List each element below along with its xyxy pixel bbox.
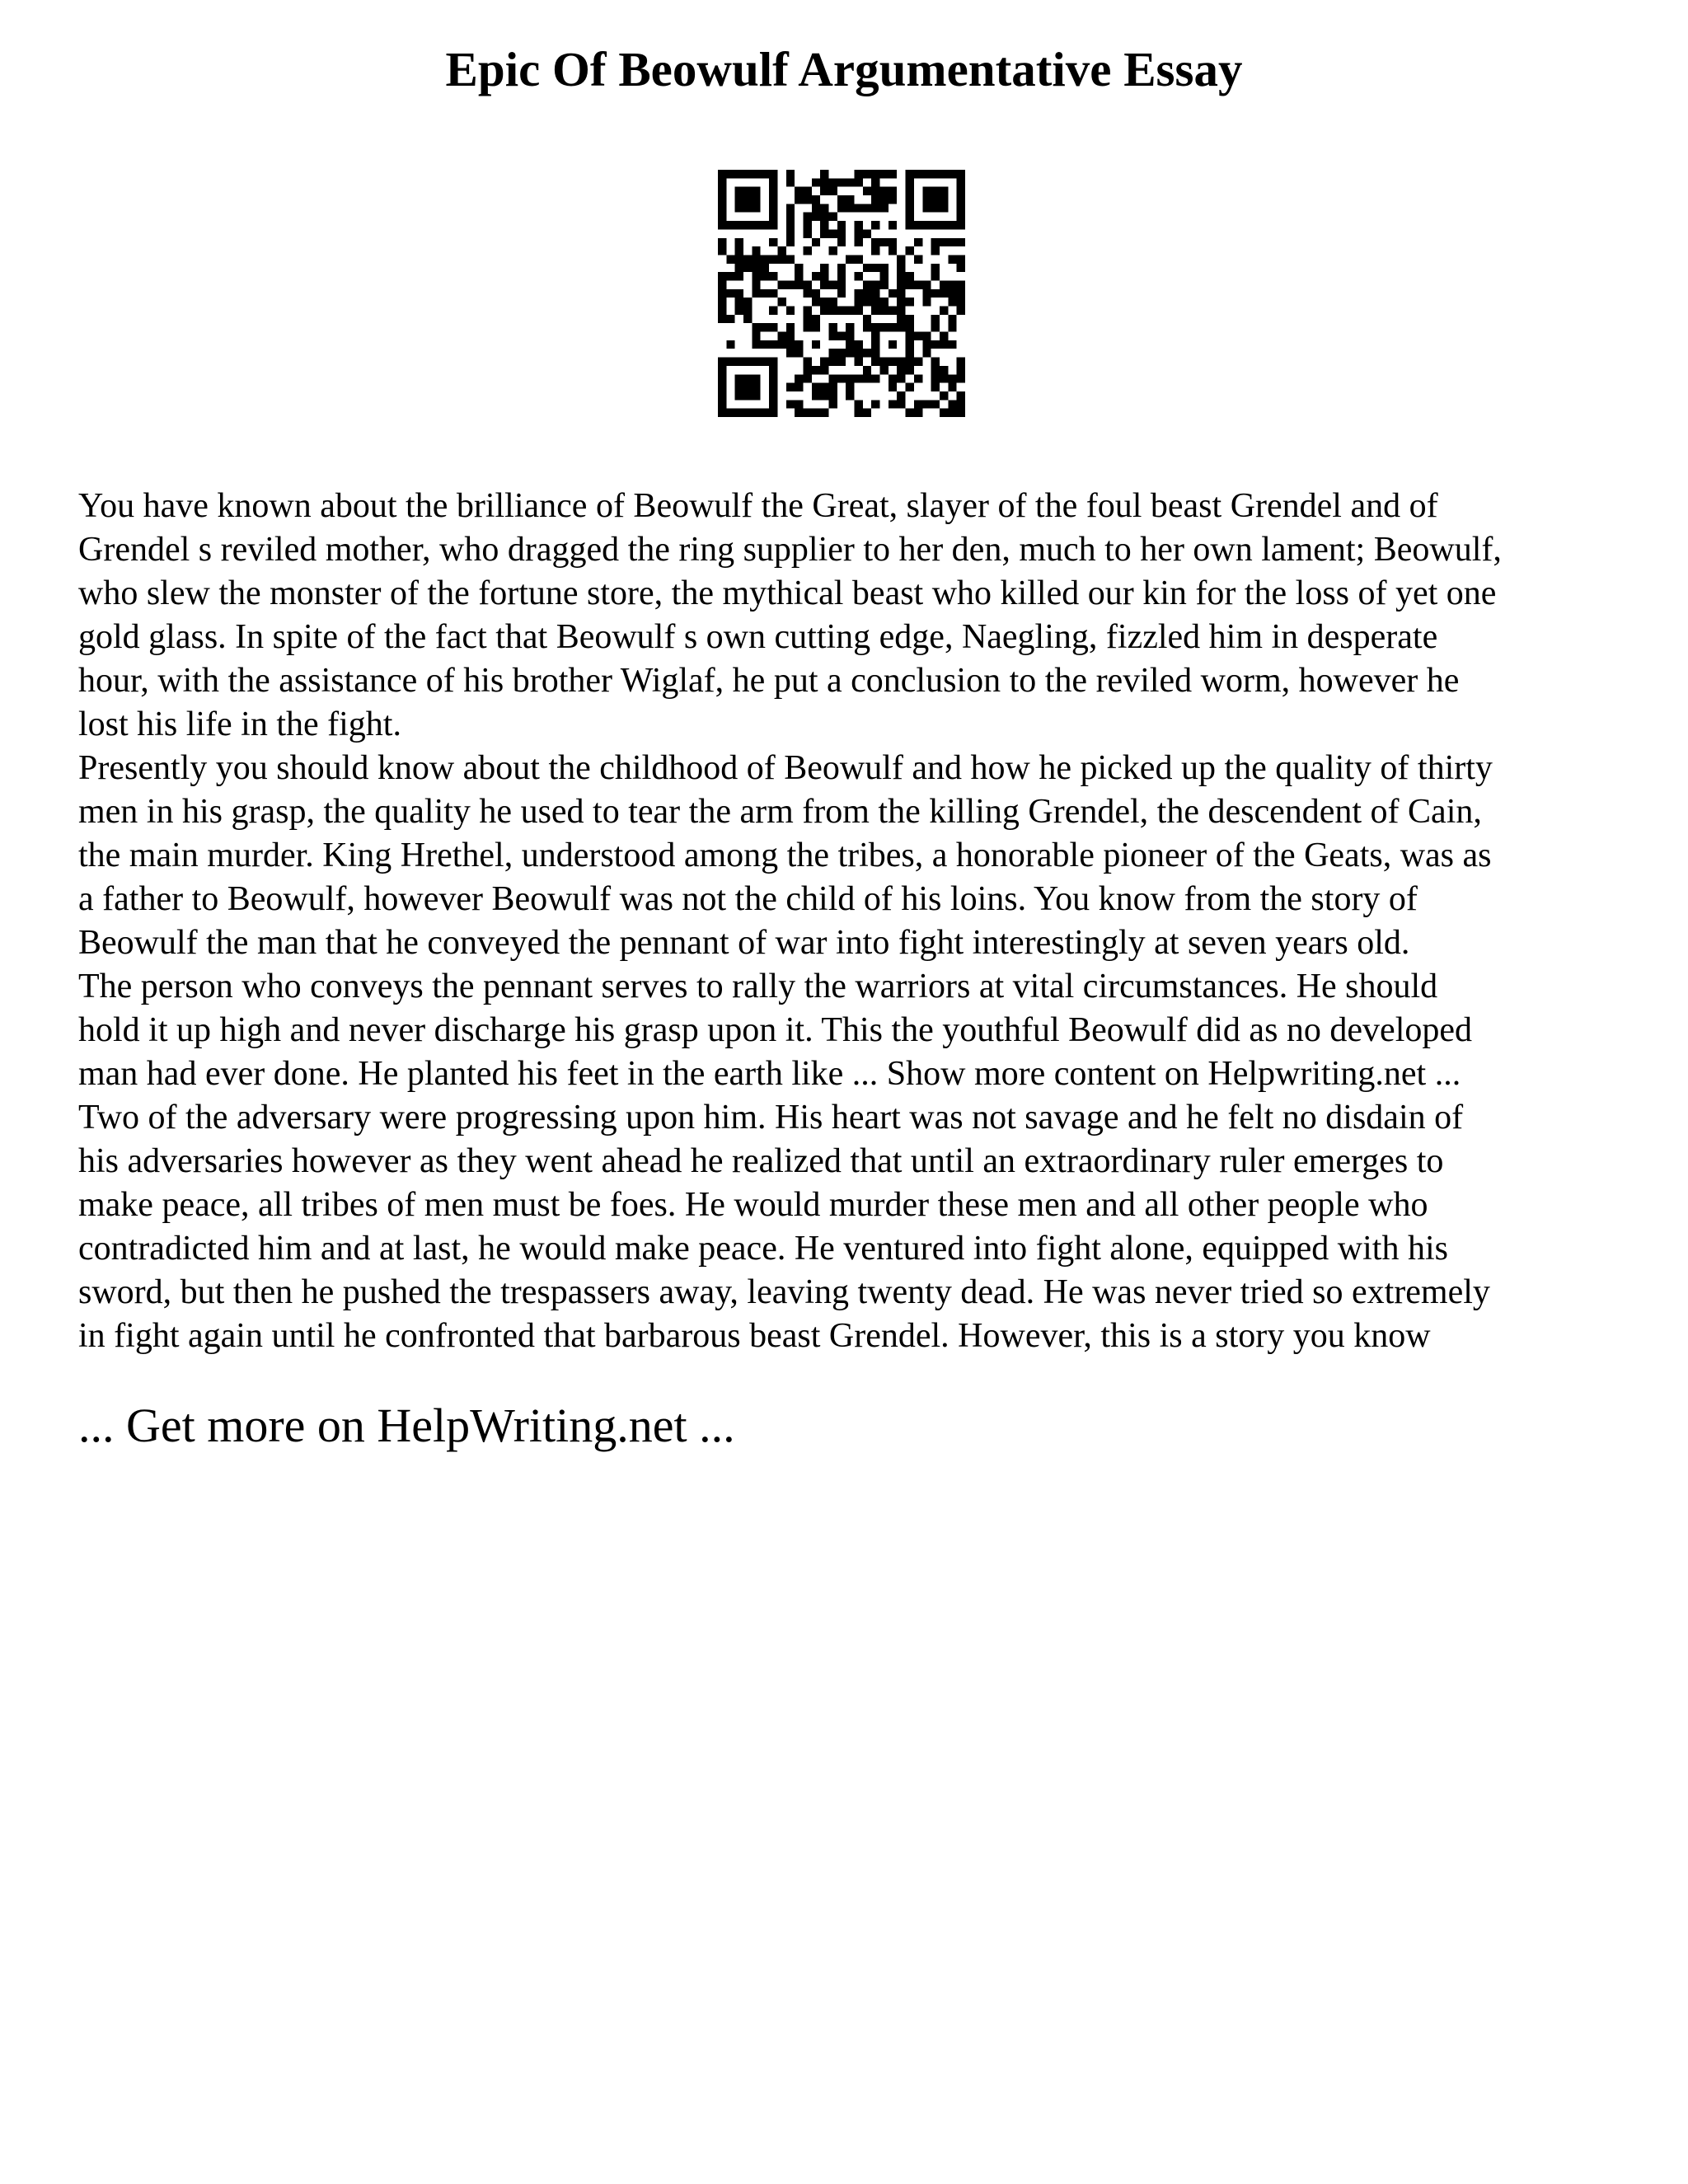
essay-line: his adversaries however as they went ahead he realized that until an extraordinary ruler emerges to xyxy=(78,1142,1444,1180)
essay-line: Presently you should know about the childhood of Beowulf and how he picked up the quality of thirty xyxy=(78,749,1493,787)
essay-line: a father to Beowulf, however Beowulf was not the child of his loins. You know from the story of xyxy=(78,880,1418,918)
essay-line: You have known about the brilliance of Beowulf the Great, slayer of the foul beast Grendel and of xyxy=(78,487,1438,525)
essay-line: in fight again until he confronted that barbarous beast Grendel. However, this is a story you know xyxy=(78,1317,1431,1355)
qr-code-icon xyxy=(718,170,965,417)
essay-line: man had ever done. He planted his feet in the earth like ... Show more content on Helpwriting.net ... xyxy=(78,1055,1461,1093)
essay-line: contradicted him and at last, he would make peace. He ventured into fight alone, equipped with his xyxy=(78,1230,1448,1268)
essay-line: gold glass. In spite of the fact that Beowulf s own cutting edge, Naegling, fizzled him in desperate xyxy=(78,618,1438,656)
essay-line: Two of the adversary were progressing upon him. His heart was not savage and he felt no disdain of xyxy=(78,1099,1464,1137)
essay-line: sword, but then he pushed the trespassers away, leaving twenty dead. He was never tried so extremely xyxy=(78,1273,1490,1311)
essay-line: hold it up high and never discharge his grasp upon it. This the youthful Beowulf did as no developed xyxy=(78,1011,1473,1049)
essay-line: men in his grasp, the quality he used to tear the arm from the killing Grendel, the descendent of Cain, xyxy=(78,793,1482,831)
document-title: Epic Of Beowulf Argumentative Essay xyxy=(445,42,1243,96)
essay-line: who slew the monster of the fortune store, the mythical beast who killed our kin for the loss of yet one xyxy=(78,574,1497,612)
essay-body xyxy=(78,485,1628,1358)
essay-line: the main murder. King Hrethel, understood among the tribes, a honorable pioneer of the Geats, was as xyxy=(78,837,1492,874)
essay-line: make peace, all tribes of men must be foes. He would murder these men and all other people who xyxy=(78,1186,1428,1224)
essay-line: Beowulf the man that he conveyed the pennant of war into fight interestingly at seven years old. xyxy=(78,924,1410,962)
essay-line: lost his life in the fight. xyxy=(78,705,401,743)
essay-line: The person who conveys the pennant serves to rally the warriors at vital circumstances. He should xyxy=(78,968,1438,1005)
essay-line: Grendel s reviled mother, who dragged the ring supplier to her den, much to her own lament; Beowulf, xyxy=(78,531,1502,569)
essay-line: hour, with the assistance of his brother Wiglaf, he put a conclusion to the reviled worm, however he xyxy=(78,662,1460,700)
get-more-link[interactable]: ... Get more on HelpWriting.net ... xyxy=(78,1399,735,1452)
